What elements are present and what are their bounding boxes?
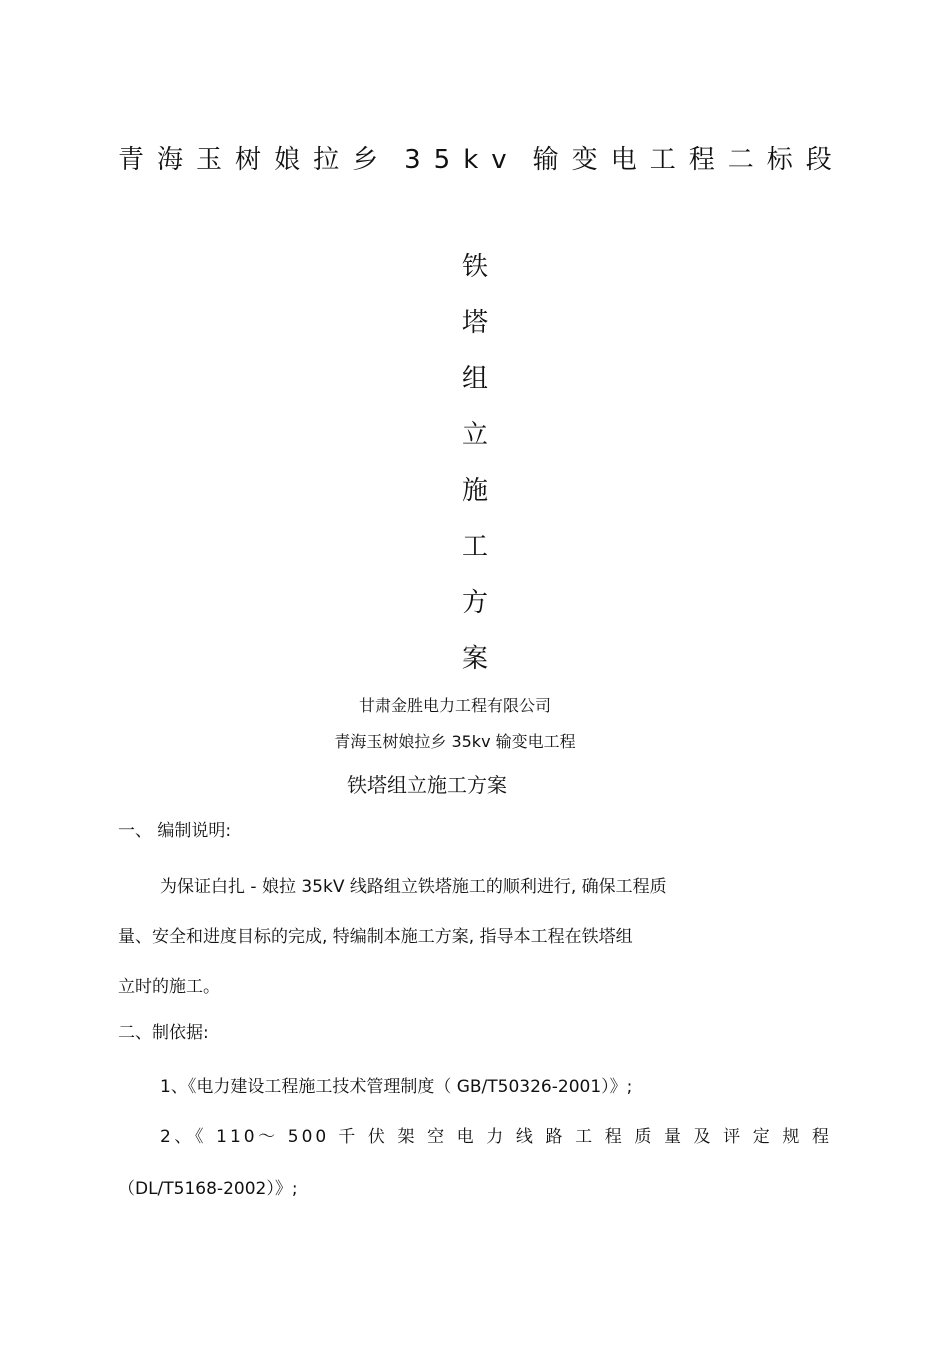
title-char: 拉 [313, 145, 340, 175]
project-name: 青海玉树娘拉乡 35kv 输变电工程 [334, 732, 576, 751]
vertical-title-char: 塔 [461, 308, 488, 338]
section-heading-preparation: 一、 编制说明: [118, 821, 232, 841]
reference-item: 2、《 110～ 500 千 伏 架 空 电 力 线 路 工 程 质 量 及 评 定 规 程 [160, 1127, 832, 1147]
vertical-title-char: 案 [461, 644, 488, 674]
title-char: 乡 [352, 145, 379, 175]
company-name: 甘肃金胜电力工程有限公司 [358, 696, 551, 715]
title-char: 段 [805, 145, 832, 175]
title-char: 工 [649, 145, 676, 175]
paragraph-line: 为保证白扎 - 娘拉 35kV 线路组立铁塔施工的顺利进行, 确保工程质 [160, 877, 667, 897]
vertical-plan-title [0, 247, 950, 695]
vertical-title-char: 施 [461, 476, 488, 506]
section-heading-basis: 二、制依据: [118, 1023, 209, 1043]
title-char: v [491, 145, 507, 175]
title-char: 二 [727, 145, 754, 175]
paragraph-line: 量、安全和进度目标的完成, 特编制本施工方案, 指导本工程在铁塔组 [118, 927, 633, 947]
plan-title: 铁塔组立施工方案 [347, 773, 507, 797]
title-char: 程 [688, 145, 715, 175]
vertical-title-char: 工 [461, 532, 488, 562]
paragraph-line: 立时的施工。 [118, 977, 220, 997]
title-char: 3 [404, 145, 421, 175]
title-char: 海 [157, 145, 184, 175]
cover-title [118, 142, 832, 178]
title-char: 5 [433, 145, 451, 175]
vertical-title-char: 铁 [461, 252, 488, 282]
title-char: 青 [118, 145, 145, 175]
vertical-title-char: 方 [461, 588, 488, 618]
title-char: 变 [571, 145, 598, 175]
reference-item: 1、《电力建设工程施工技术管理制度（ GB/T50326-2001）》; [160, 1077, 633, 1097]
title-char: 输 [532, 145, 559, 175]
title-char: 玉 [196, 145, 223, 175]
title-char: k [463, 145, 479, 175]
title-char: 树 [235, 145, 262, 175]
title-char: 电 [610, 145, 637, 175]
title-char: 娘 [274, 145, 301, 175]
title-char: 标 [766, 145, 793, 175]
vertical-title-char: 立 [461, 420, 488, 450]
vertical-title-char: 组 [461, 364, 488, 394]
reference-item-continuation: （DL/T5168-2002）》; [118, 1179, 298, 1199]
